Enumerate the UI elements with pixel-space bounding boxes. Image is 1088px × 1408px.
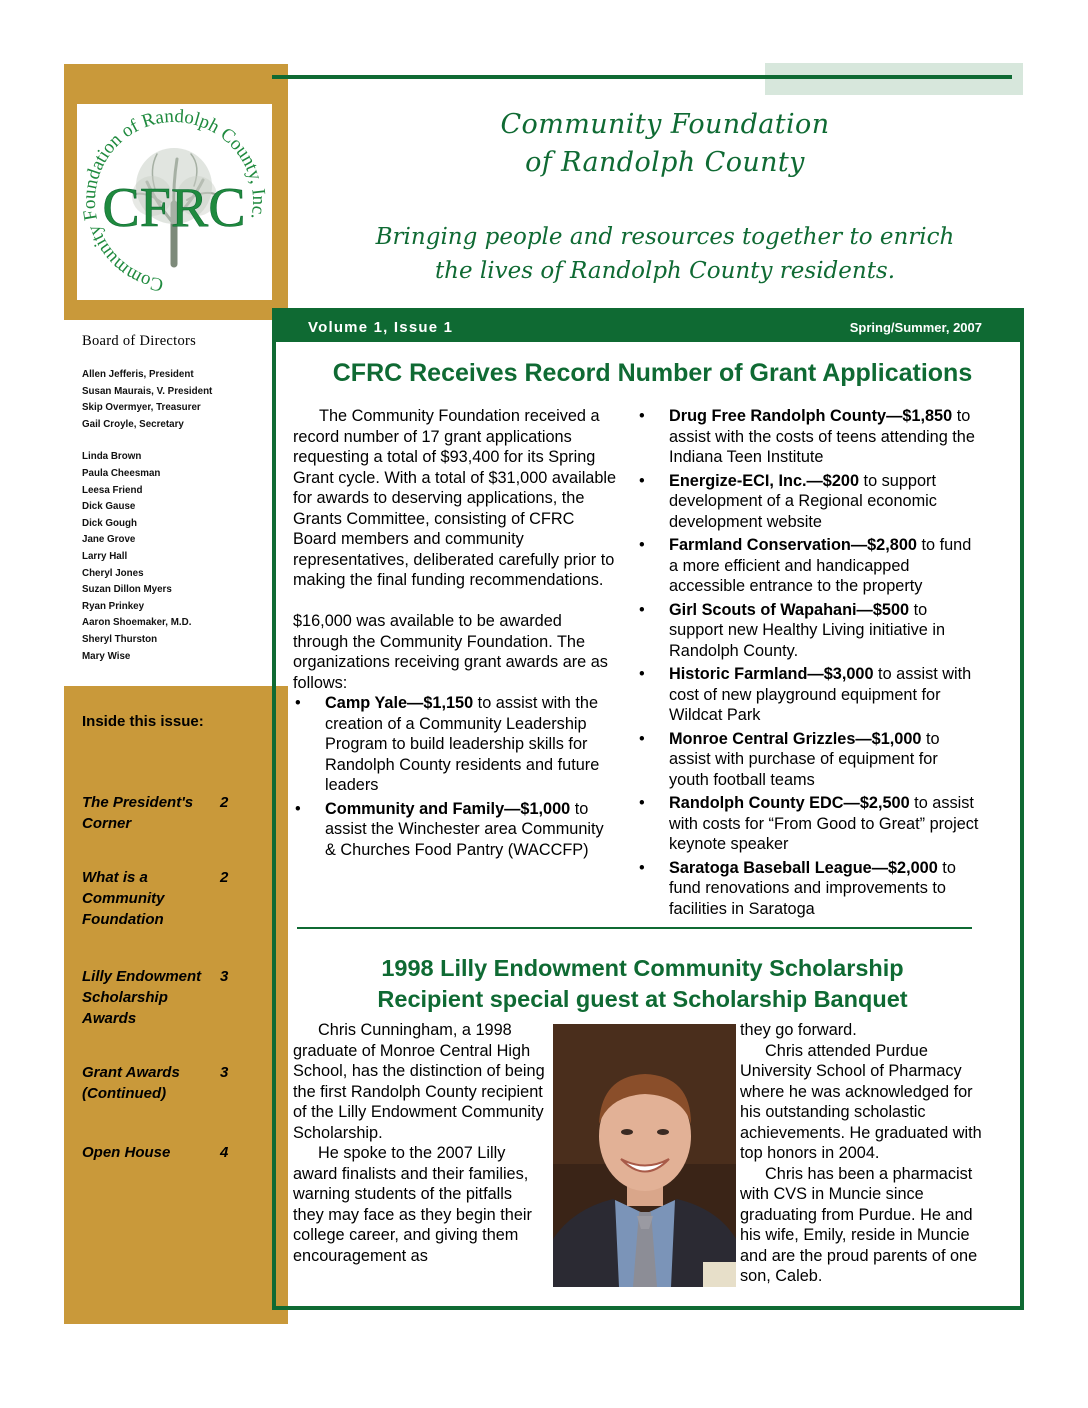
article1-column-left bbox=[293, 406, 619, 860]
grant-name: Girl Scouts of Wapahani—$500 bbox=[669, 600, 910, 619]
inside-issue-title: Inside this issue: bbox=[82, 713, 204, 730]
article2-para4: Chris attended Purdue University School of Pharmacy where he was acknowledged for his outstanding scholastic achievements. He graduated with top honors in 2004. bbox=[740, 1041, 982, 1162]
grant-desc: to assist with costs for “From Good to Great” project keynote speaker bbox=[669, 794, 979, 853]
grant-name: Energize-ECI, Inc.—$200 bbox=[669, 471, 860, 490]
toc-item-community-foundation[interactable] bbox=[82, 867, 242, 930]
board-member: Mary Wise bbox=[82, 650, 131, 662]
toc-label: Grant Awards (Continued) bbox=[82, 1064, 180, 1102]
grant-desc: to support development of a Regional economic development website bbox=[669, 471, 937, 531]
tagline-line2: the lives of Randolph County residents. bbox=[434, 258, 896, 284]
org-title bbox=[420, 106, 910, 182]
grant-item bbox=[637, 793, 982, 855]
article1-headline: CFRC Receives Record Number of Grant Applications bbox=[332, 359, 973, 387]
toc-page: 3 bbox=[220, 1064, 229, 1081]
article2-para3: they go forward. bbox=[740, 1021, 857, 1039]
org-title-line2: of Randolph County bbox=[525, 147, 805, 178]
season-label: Spring/Summer, 2007 bbox=[849, 320, 982, 335]
article2-para5: Chris has been a pharmacist with CVS in Muncie since graduating from Purdue. He and his wife, Emily, reside in Muncie and are the proud parents of one son, Caleb. bbox=[740, 1164, 978, 1285]
toc-label: What is a Community Foundation bbox=[82, 869, 165, 928]
board-member: Dick Gough bbox=[82, 517, 137, 529]
article2-para2: He spoke to the 2007 Lilly award finalists and their families, warning students of the pitfalls they may face as they begin their college career, and giving them encouragement as bbox=[293, 1144, 532, 1265]
grant-name: Historic Farmland—$3,000 bbox=[669, 665, 874, 683]
board-member: Aaron Shoemaker, M.D. bbox=[82, 617, 192, 629]
board-list bbox=[82, 367, 212, 665]
grant-item bbox=[637, 406, 982, 468]
article1-column-right bbox=[637, 406, 982, 922]
board-member: Jane Grove bbox=[82, 534, 136, 546]
article2-headline bbox=[300, 953, 985, 1015]
article1-para2: $16,000 was available to be awarded through the Community Foundation. The organizations receiving grant awards are as follows: bbox=[293, 612, 608, 692]
grant-desc: to assist with the creation of a Community Leadership Program to build leadership skills for Randolph County residents and future leaders bbox=[325, 694, 600, 794]
article2-para1: Chris Cunningham, a 1998 graduate of Monroe Central High School, has the distinction of being the first Randolph County recipient of the Lilly Endowment Community Scholarship. bbox=[293, 1021, 545, 1142]
toc-page: 2 bbox=[220, 794, 229, 811]
volume-label: Volume 1, Issue 1 bbox=[308, 319, 454, 336]
grant-name: Farmland Conservation—$2,800 bbox=[669, 536, 917, 554]
board-member: Dick Gause bbox=[82, 501, 136, 513]
grant-desc: to assist with the costs of teens attending the Indiana Teen Institute bbox=[669, 407, 975, 466]
grant-desc: to fund renovations and improvements to facilities in Saratoga bbox=[669, 858, 956, 918]
grant-desc: to assist with purchase of equipment for youth football teams bbox=[669, 729, 940, 789]
article2-headline-line2: Recipient special guest at Scholarship Banquet bbox=[377, 986, 908, 1012]
toc-page: 4 bbox=[220, 1144, 229, 1161]
article2-headline-line1: 1998 Lilly Endowment Community Scholarship bbox=[381, 955, 904, 981]
board-officer: Susan Maurais, V. President bbox=[82, 385, 213, 397]
grant-list-left bbox=[293, 693, 619, 860]
article1-para1: The Community Foundation received a record number of 17 grant applications requesting a total of $93,400 for its Spring Grant cycle. With a total of $31,000 available for awards to deserving applications, the Grants Committee, consisting of CFRC Board members and community representatives, deliberated carefully prior to making the final funding recommendations. bbox=[293, 407, 617, 589]
section-divider bbox=[297, 927, 972, 929]
grant-item bbox=[637, 729, 982, 791]
header-tab bbox=[765, 63, 1023, 95]
grant-item bbox=[637, 858, 982, 920]
board-member: Ryan Prinkey bbox=[82, 600, 145, 612]
grant-name: Randolph County EDC—$2,500 bbox=[669, 794, 910, 812]
toc-label: Open House bbox=[82, 1144, 171, 1161]
cfrc-logo bbox=[77, 104, 272, 300]
board-officer: Allen Jefferis, President bbox=[82, 369, 194, 380]
grant-name: Camp Yale—$1,150 bbox=[325, 694, 474, 712]
board-member: Paula Cheesman bbox=[82, 467, 161, 479]
grant-desc: to support new Healthy Living initiative in Randolph County. bbox=[669, 600, 946, 660]
toc-item-grant-awards[interactable] bbox=[82, 1062, 242, 1104]
issue-bar bbox=[272, 308, 1024, 342]
board-member: Linda Brown bbox=[82, 451, 142, 463]
header-rule bbox=[272, 75, 1012, 79]
toc-page: 3 bbox=[220, 968, 229, 985]
board-spacer bbox=[82, 433, 212, 449]
logo-initials: CFRC bbox=[102, 177, 246, 239]
portrait-photo bbox=[553, 1024, 736, 1287]
board-officer: Skip Overmyer, Treasurer bbox=[82, 402, 201, 414]
board-officer: Gail Croyle, Secretary bbox=[82, 418, 184, 430]
grant-name: Drug Free Randolph County—$1,850 bbox=[669, 407, 953, 425]
grant-item bbox=[637, 535, 982, 597]
board-member: Larry Hall bbox=[82, 550, 128, 562]
grant-item bbox=[293, 693, 619, 796]
grant-item bbox=[293, 799, 619, 861]
grant-name: Saratoga Baseball League—$2,000 bbox=[669, 858, 938, 877]
article2-column-right bbox=[740, 1020, 985, 1287]
grant-desc: to fund a more efficient and handicapped accessible entrance to the property bbox=[669, 536, 972, 595]
board-member: Cheryl Jones bbox=[82, 567, 144, 579]
org-title-line1: Community Foundation bbox=[500, 109, 830, 140]
toc-item-scholarship-awards[interactable] bbox=[82, 966, 242, 1029]
board-member: Leesa Friend bbox=[82, 484, 143, 496]
tagline-line1: Bringing people and resources together to enrich bbox=[375, 224, 955, 250]
grant-item bbox=[637, 664, 982, 726]
toc-item-open-house[interactable] bbox=[82, 1142, 242, 1163]
grant-list-right bbox=[637, 406, 982, 919]
toc-label: The President's Corner bbox=[82, 794, 194, 832]
board-title: Board of Directors bbox=[82, 333, 197, 349]
grant-name: Community and Family—$1,000 bbox=[325, 799, 571, 818]
grant-item bbox=[637, 471, 982, 533]
toc-item-presidents-corner[interactable] bbox=[82, 792, 242, 834]
grant-desc: to assist with cost of new playground equipment for Wildcat Park bbox=[669, 665, 972, 724]
grant-item bbox=[637, 600, 982, 662]
toc-label: Lilly Endowment Scholarship Awards bbox=[82, 968, 202, 1027]
grant-desc: to assist the Winchester area Community & Churches Food Pantry (WACCFP) bbox=[325, 799, 604, 859]
grant-name: Monroe Central Grizzles—$1,000 bbox=[669, 729, 922, 748]
toc-page: 2 bbox=[220, 869, 229, 886]
tagline bbox=[300, 220, 1030, 288]
logo-ring-text: Community Foundation of Randolph County, Inc. bbox=[78, 105, 270, 296]
article2-column-left bbox=[293, 1020, 545, 1266]
board-member: Suzan Dillon Myers bbox=[82, 584, 172, 596]
portrait-image bbox=[553, 1024, 736, 1287]
board-member: Sheryl Thurston bbox=[82, 633, 158, 645]
